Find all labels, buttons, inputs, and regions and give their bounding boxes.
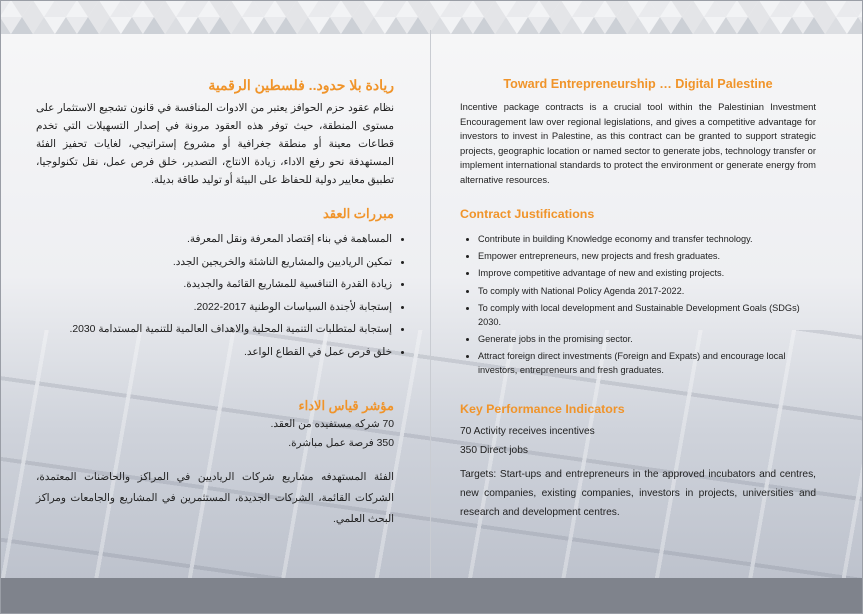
column-divider <box>430 30 431 578</box>
arabic-intro: نظام عقود حزم الحوافز يعتبر من الادوات المنافسة في قانون تشجيع الاستثمار على مستوى المنطقة، حيث توفر هذه العقود مرونة في إصدار التسهيلات التي تخدم قطاعات معينة أو منطقة جغرافية أو مشروع إستراتيجي، لغايات تحفيز الفئة المستهدفة نحو رفع الاداء، زيادة الانتاج، التصدير، خلق فرص عمل، نقل تكنولوجيا، تطبيق معايير دولية للحفاظ على البيئة أو توليد طاقة بديلة. <box>36 103 394 186</box>
list-item: • Improve competitive advantage of new and existing projects. <box>478 266 808 280</box>
list-item: • إستجابة لمتطلبات التنمية المحلية والاهداف العالمية للتنمية المستدامة 2030. <box>36 322 392 338</box>
list-item: • Empower entrepreneurs, new projects and fresh graduates. <box>478 249 808 263</box>
triangle-pattern-strip <box>0 0 863 34</box>
english-kpi-line: 350 Direct jobs <box>460 445 528 456</box>
english-justifications-list <box>460 232 808 380</box>
list-item: • إستجابة لأجندة السياسات الوطنية 2017-2022. <box>36 300 392 316</box>
english-targets: Targets: Start-ups and entrepreneurs in the approved incubators and centres, new companies, existing companies, investors in projects, universities and research and development centres. <box>460 469 816 518</box>
english-kpi-line: 70 Activity receives incentives <box>460 426 595 437</box>
english-intro: Incentive package contracts is a crucial tool within the Palestinian Investment Encouragement law over regional legislations, and gives a competitive advantage for investors to invest in Palestine, as this contract can be granted to support strategic projects, geographic location or named sector to generate jobs, technology transfer or implement international standards to protect the environment or generate energy from alternative resources. <box>460 101 816 185</box>
footer-bar <box>0 578 863 614</box>
list-item: • Contribute in building Knowledge economy and transfer technology. <box>478 232 808 246</box>
list-item: • المساهمة في بناء إقتصاد المعرفة ونقل المعرفة. <box>36 232 392 248</box>
english-justifications-heading: Contract Justifications <box>460 207 595 221</box>
list-item: • خلق فرص عمل في القطاع الواعد. <box>36 345 392 361</box>
list-item: • زيادة القدرة التنافسية للمشاريع القائمة والجديدة. <box>36 277 392 293</box>
arabic-targets: الفئة المستهدفه مشاريع شركات الرياديين في المراكز والحاضنات المعتمدة، الشركات القائمة، الشركات الجديدة، المستثمرين في المشاريع والجامعات ومراكز البحث العلمي. <box>36 472 394 525</box>
list-item: • To comply with National Policy Agenda 2017-2022. <box>478 284 808 298</box>
list-item: • Attract foreign direct investments (Foreign and Expats) and encourage local investors, entrepreneurs and fresh graduates. <box>478 349 808 377</box>
english-kpi-heading: Key Performance Indicators <box>460 402 625 416</box>
arabic-kpi-line: 70 شركه مستفيده من العقد. <box>270 419 394 430</box>
arabic-title: ريادة بلا حدود.. فلسطين الرقمية <box>208 77 394 93</box>
list-item: • تمكين الرياديين والمشاريع الناشئة والخريجين الجدد. <box>36 255 392 271</box>
arabic-kpi-line: 350 فرصة عمل مباشرة. <box>288 438 394 449</box>
arabic-justifications-list <box>36 232 414 368</box>
list-item: • Generate jobs in the promising sector. <box>478 332 808 346</box>
arabic-justifications-heading: مبررات العقد <box>322 206 394 221</box>
english-title: Toward Entrepreneurship … Digital Palestine <box>503 77 773 91</box>
list-item: • To comply with local development and Sustainable Development Goals (SDGs) 2030. <box>478 301 808 329</box>
arabic-kpi-heading: مؤشر قياس الاداء <box>298 398 394 413</box>
